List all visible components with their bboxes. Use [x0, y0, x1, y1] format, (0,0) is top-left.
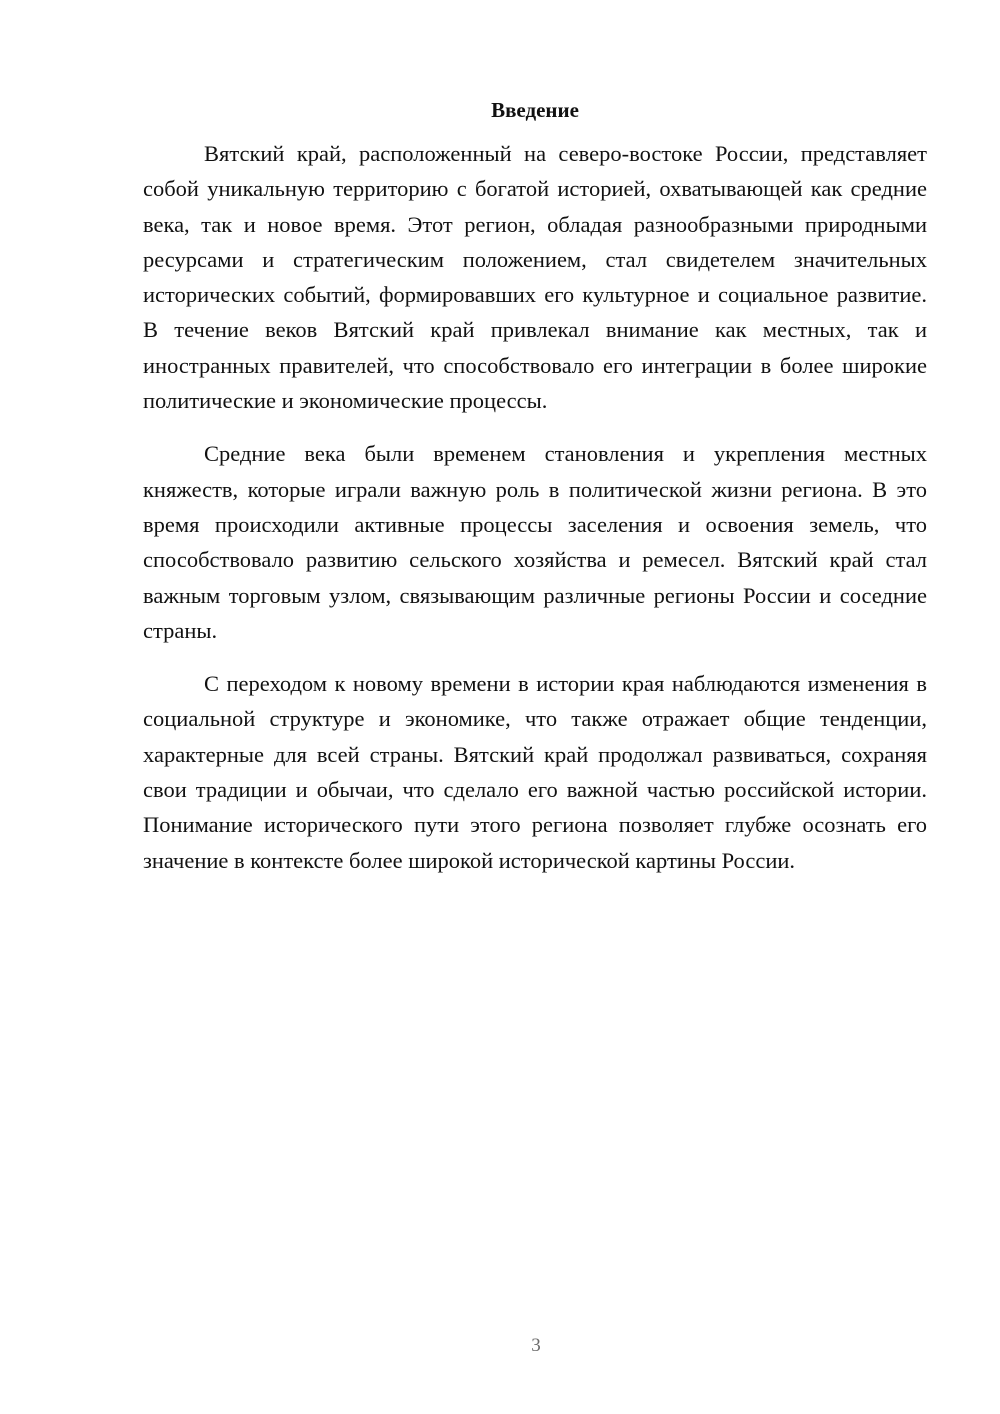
- page-content: [143, 96, 927, 896]
- paragraph-1: Вятский край, расположенный на северо-востоке России, представляет собой уникальную территорию с богатой историей, охватывающей как средние века, так и новое время. Этот регион, обладая разнообразными природными ресурсами и стратегическим положением, стал свидетелем значительных исторических событий, формировавших его культурное и социальное развитие. В течение веков Вятский край привлекал внимание как местных, так и иностранных правителей, что способствовало его интеграции в более широкие политические и экономические процессы.: [143, 141, 927, 414]
- page-number: 3: [531, 1335, 541, 1356]
- paragraph-3: С переходом к новому времени в истории края наблюдаются изменения в социальной структуре и экономике, что также отражает общие тенденции, характерные для всей страны. Вятский край продолжал развиваться, сохраняя свои традиции и обычаи, что сделало его важной частью российской истории. Понимание исторического пути этого региона позволяет глубже осознать его значение в контексте более широкой исторической картины России.: [143, 671, 927, 873]
- paragraph-2: Средние века были временем становления и укрепления местных княжеств, которые играли важную роль в политической жизни региона. В это время происходили активные процессы заселения и освоения земель, что способствовало развитию сельского хозяйства и ремесел. Вятский край стал важным торговым узлом, связывающим различные регионы России и соседние страны.: [143, 441, 927, 643]
- section-heading: Введение: [491, 98, 579, 122]
